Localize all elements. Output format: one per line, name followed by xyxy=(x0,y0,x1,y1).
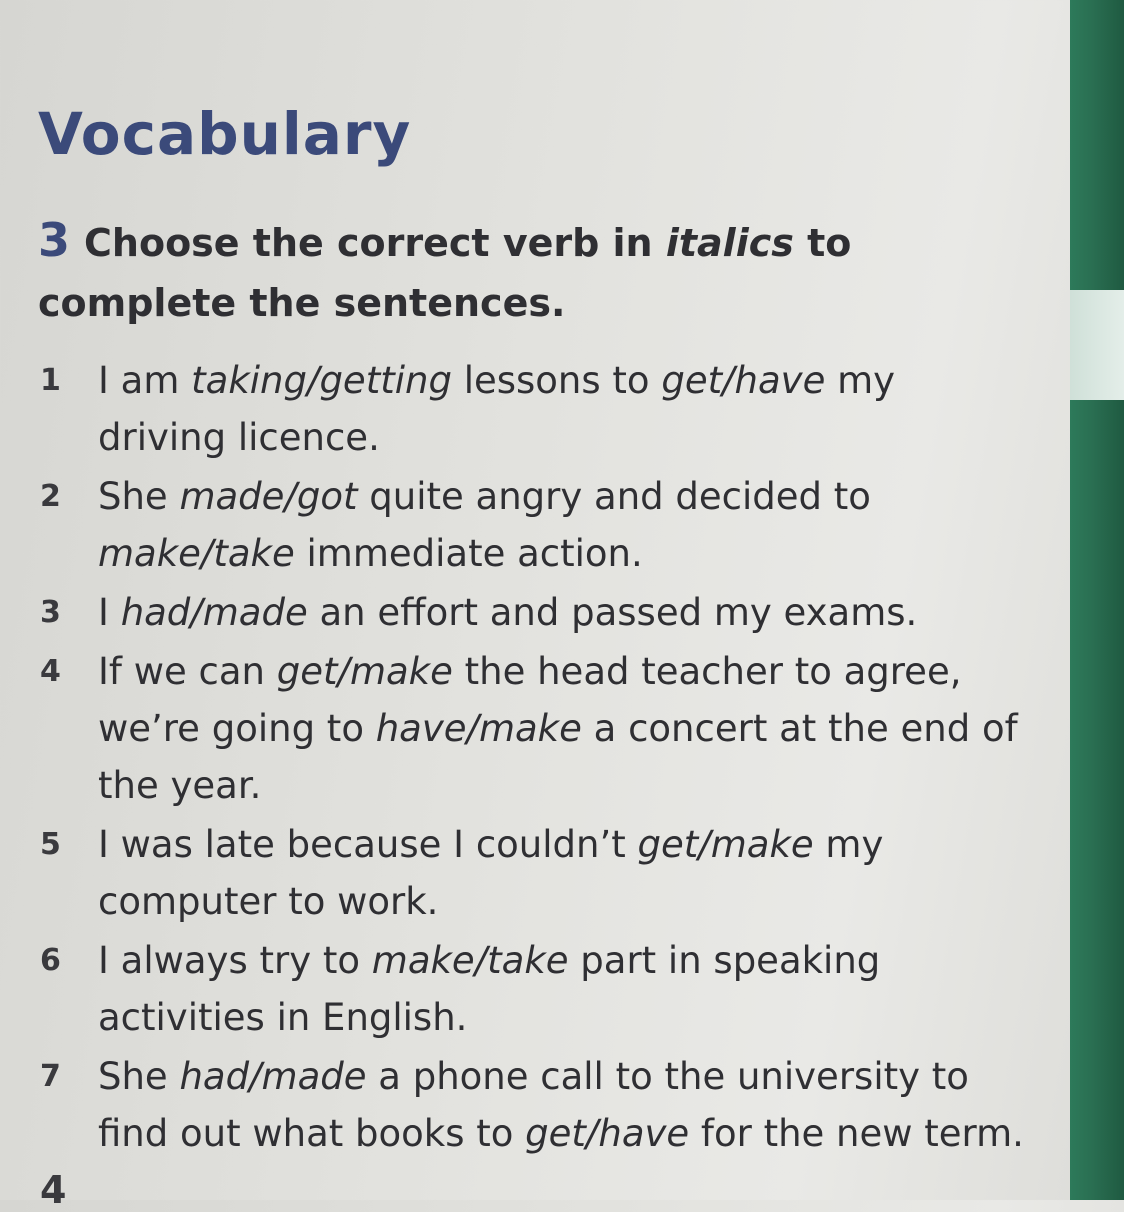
book-spine-edge xyxy=(1070,0,1124,1200)
sentence-fragment: lessons to xyxy=(451,359,662,402)
item-sentence xyxy=(98,643,1030,814)
instruction-text-end: to complete the sentences. xyxy=(38,221,852,325)
exercise-number: 3 xyxy=(38,213,71,267)
exercise-item xyxy=(40,643,1030,814)
exercise-item-list xyxy=(40,352,1030,1164)
exercise-item xyxy=(40,584,1030,641)
verb-choice: have/make xyxy=(375,707,582,750)
item-sentence xyxy=(98,816,1030,930)
verb-choice: get/have xyxy=(525,1112,690,1155)
section-title: Vocabulary xyxy=(38,100,412,168)
item-sentence xyxy=(98,584,1030,641)
verb-choice: had/made xyxy=(179,1055,367,1098)
sentence-fragment: If we can xyxy=(98,650,277,693)
verb-choice: taking/getting xyxy=(191,359,452,402)
sentence-fragment: I always try to xyxy=(98,939,372,982)
sentence-fragment: an effort and passed my exams. xyxy=(307,591,918,634)
item-number: 6 xyxy=(40,943,61,978)
item-number: 2 xyxy=(40,479,61,514)
item-number: 5 xyxy=(40,827,61,862)
sentence-fragment: I am xyxy=(98,359,192,402)
item-number: 3 xyxy=(40,595,61,630)
verb-choice: make/take xyxy=(98,532,295,575)
sentence-fragment: I was late because I couldn’t xyxy=(98,823,638,866)
item-sentence xyxy=(98,932,1030,1046)
next-exercise-number-cropped: 4 xyxy=(40,1168,67,1212)
verb-choice: get/make xyxy=(637,823,814,866)
sentence-fragment: the head teacher to agree, we’re going to xyxy=(98,650,962,750)
sentence-fragment: She xyxy=(98,475,180,518)
sentence-fragment: a concert at the end of the year. xyxy=(98,707,1018,807)
exercise-instruction xyxy=(38,210,1008,333)
item-sentence xyxy=(98,468,1030,582)
exercise-item xyxy=(40,468,1030,582)
verb-choice: make/take xyxy=(371,939,569,982)
instruction-text-start: Choose the correct verb in xyxy=(84,221,666,265)
exercise-item xyxy=(40,1048,1030,1162)
sentence-fragment: immediate action. xyxy=(294,532,643,575)
item-number: 4 xyxy=(40,654,61,689)
sentence-fragment: quite angry and decided to xyxy=(357,475,871,518)
item-sentence xyxy=(98,352,1030,466)
item-number: 7 xyxy=(40,1059,61,1094)
instruction-italic-word: italics xyxy=(665,221,794,265)
sentence-fragment: for the new term. xyxy=(689,1112,1024,1155)
sentence-fragment: my computer to work. xyxy=(98,823,884,923)
exercise-item xyxy=(40,932,1030,1046)
sentence-fragment: a phone call to the university to find out what books to xyxy=(98,1055,969,1155)
verb-choice: made/got xyxy=(179,475,358,518)
verb-choice: get/have xyxy=(661,359,826,402)
sentence-fragment: I xyxy=(98,591,121,634)
sentence-fragment: part in speaking activities in English. xyxy=(98,939,881,1039)
sentence-fragment: my driving licence. xyxy=(98,359,896,459)
item-number: 1 xyxy=(40,363,61,398)
sentence-fragment: She xyxy=(98,1055,180,1098)
verb-choice: get/make xyxy=(276,650,453,693)
item-sentence xyxy=(98,1048,1030,1162)
spine-stripe xyxy=(1070,290,1124,400)
exercise-item xyxy=(40,816,1030,930)
exercise-item xyxy=(40,352,1030,466)
verb-choice: had/made xyxy=(120,591,308,634)
